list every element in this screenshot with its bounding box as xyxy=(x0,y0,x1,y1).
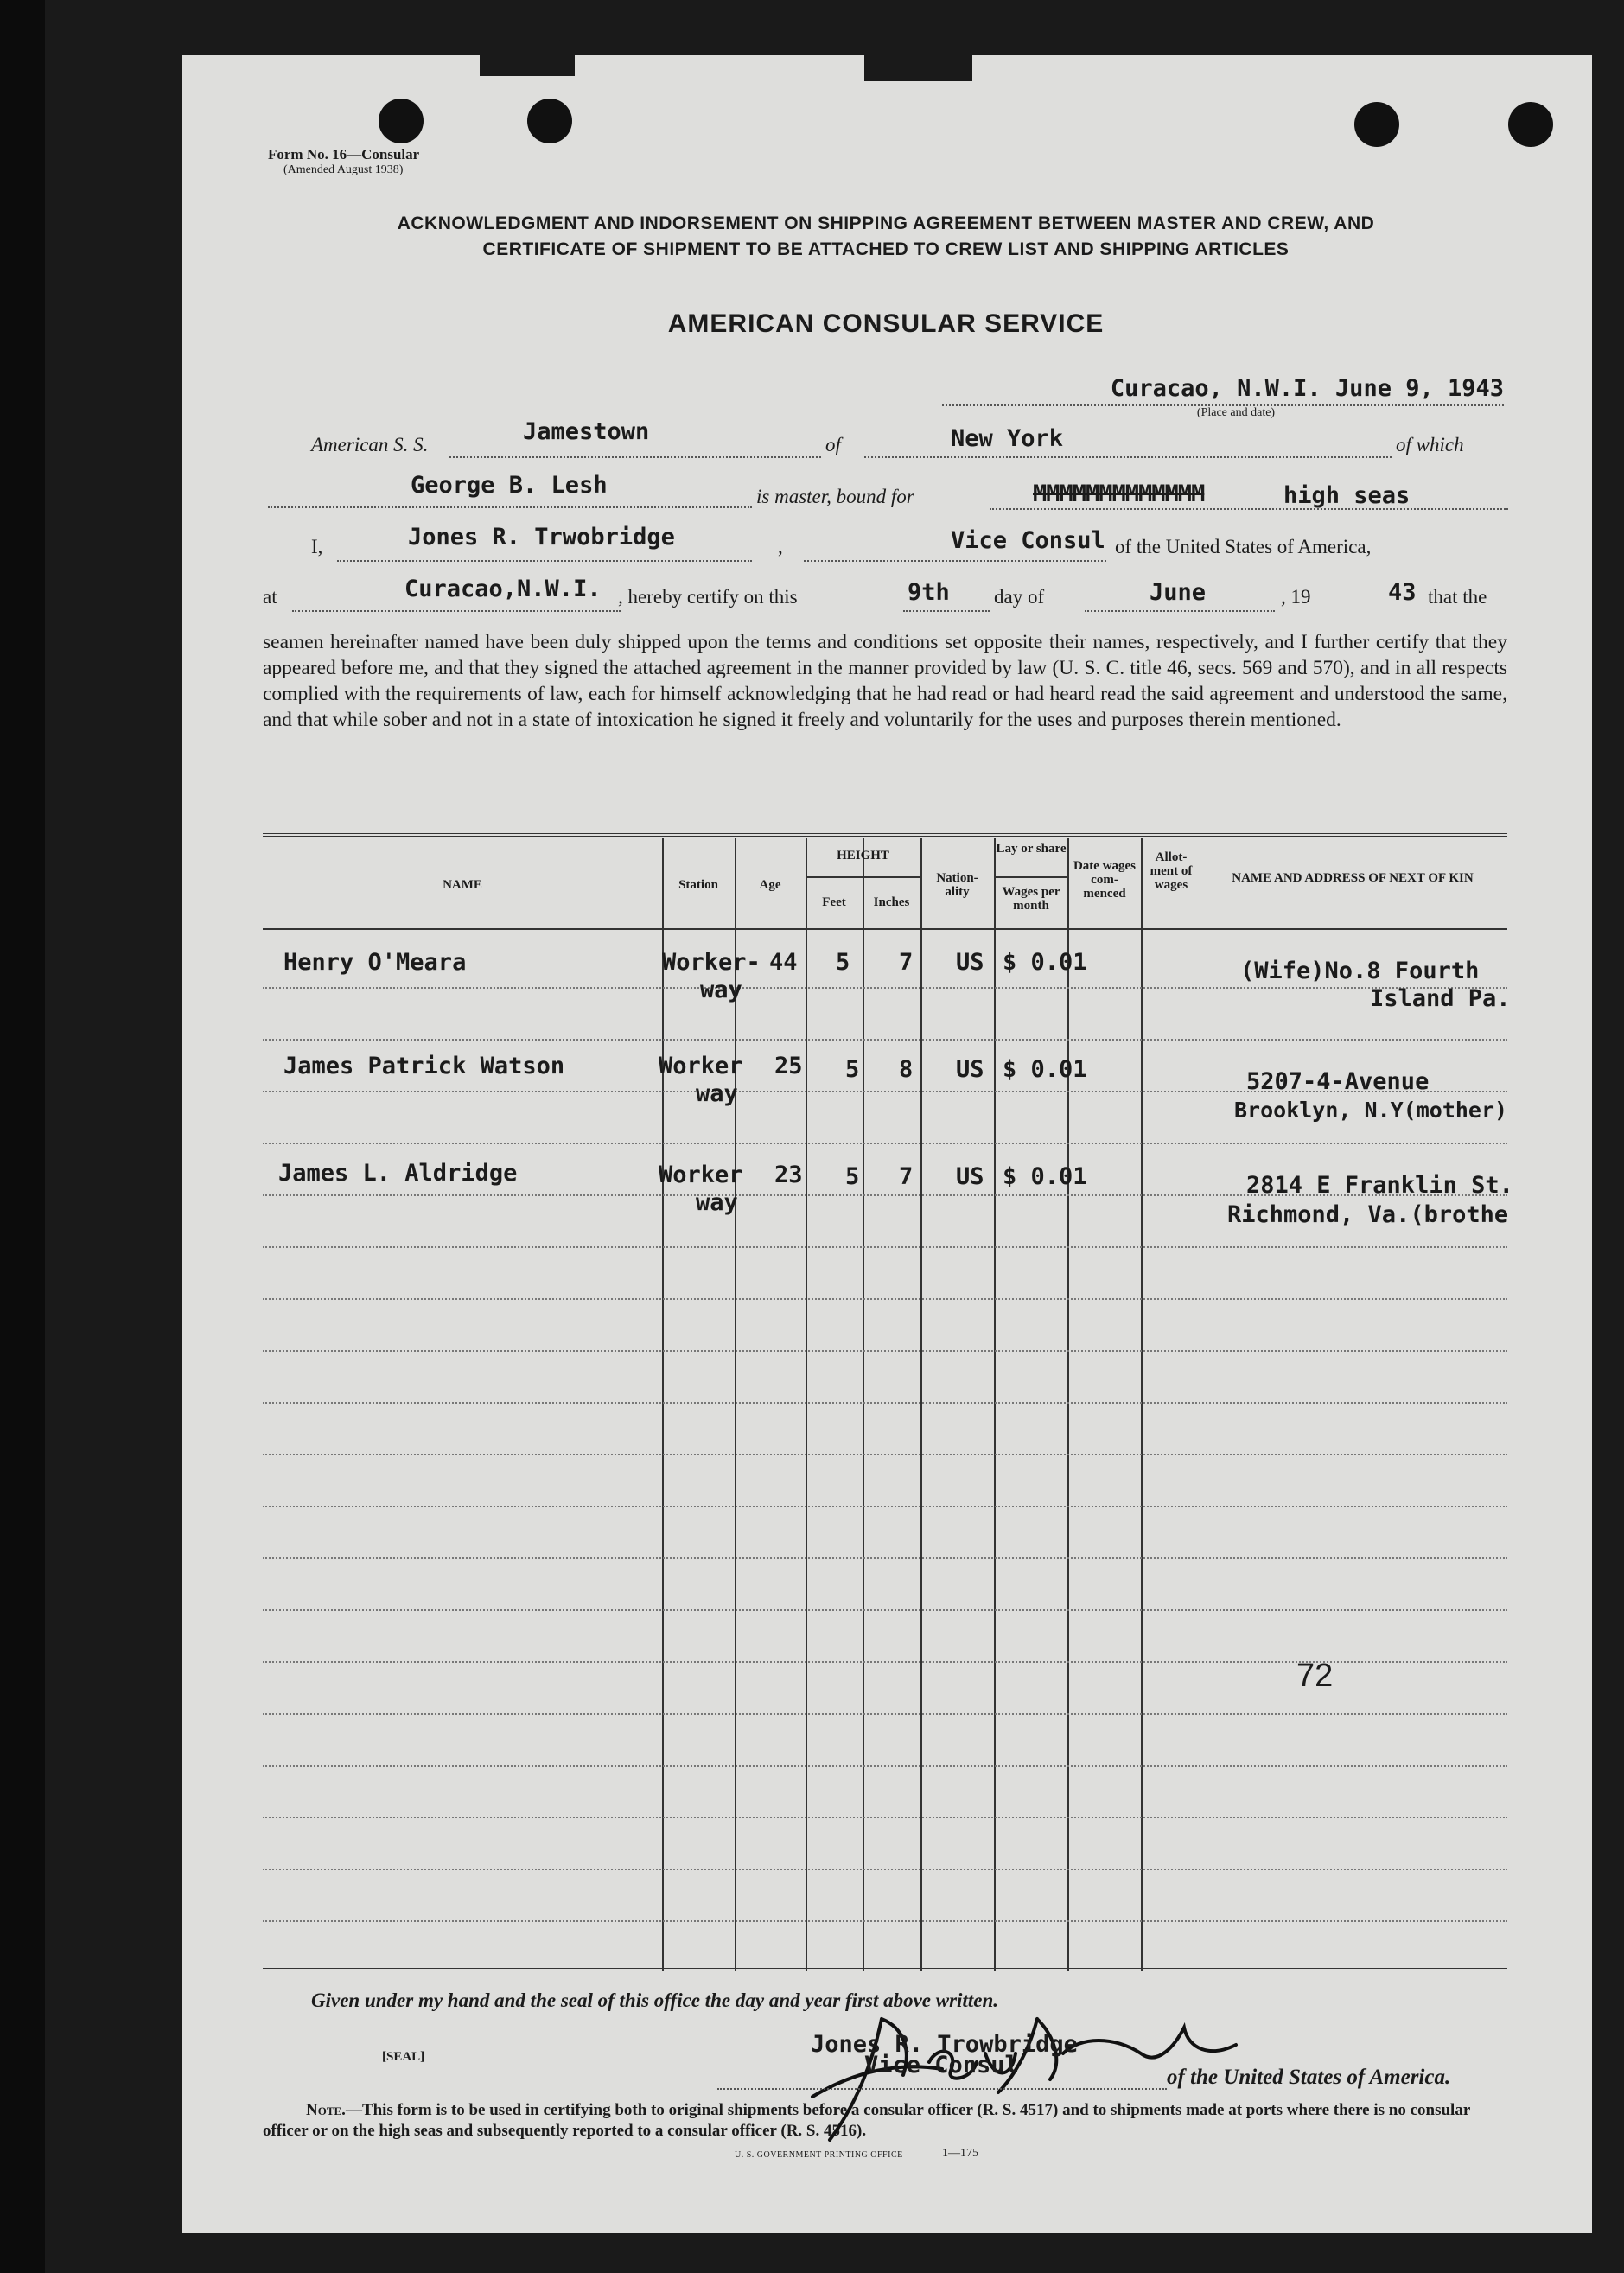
vessel-name-line xyxy=(449,456,821,458)
service-title: AMERICAN CONSULAR SERVICE xyxy=(667,309,1105,338)
row-rule xyxy=(263,1557,1507,1559)
signer-name: Jones R. Trowbridge xyxy=(811,2031,1078,2058)
bound-for-value: high seas xyxy=(1283,482,1411,509)
crew-kin-line1: (Wife)No.8 Fourth xyxy=(1240,958,1480,984)
table-header-rule xyxy=(263,928,1507,930)
place-date-value: Curacao, N.W.I. June 9, 1943 xyxy=(1110,375,1504,402)
header-name: NAME xyxy=(443,878,482,892)
height-subrule xyxy=(806,876,920,878)
row-rule xyxy=(263,1817,1507,1818)
signer-title: Vice Consul xyxy=(864,2052,1019,2079)
punch-hole xyxy=(379,99,424,143)
heading-line-2: CERTIFICATE OF SHIPMENT TO BE ATTACHED TO CREW LIST AND SHIPPING ARTICLES xyxy=(482,239,1290,259)
crew-kin-line2: Richmond, Va.(brothe xyxy=(1227,1201,1509,1228)
i-label: I, xyxy=(311,536,323,557)
column-divider xyxy=(863,838,864,1971)
crew-station-cont: way xyxy=(700,977,742,1003)
master-name: George B. Lesh xyxy=(411,472,608,499)
row-rule xyxy=(263,1143,1507,1144)
form-amended: (Amended August 1938) xyxy=(283,163,404,176)
crew-age: 44 xyxy=(769,949,798,976)
punch-hole xyxy=(527,99,572,143)
seal-label: [SEAL] xyxy=(382,2050,425,2064)
crew-feet: 5 xyxy=(845,1163,860,1190)
column-divider xyxy=(1141,838,1143,1971)
header-nationality: Nation-ality xyxy=(936,871,978,899)
row-rule xyxy=(263,1920,1507,1922)
officer-title-line xyxy=(804,560,1106,562)
bound-for-line xyxy=(990,508,1508,510)
officer-title: Vice Consul xyxy=(951,527,1105,554)
crew-inches: 8 xyxy=(899,1056,914,1083)
cert-year: 43 xyxy=(1388,579,1417,606)
header-feet: Feet xyxy=(822,895,846,909)
row-rule xyxy=(263,1713,1507,1715)
of-which-label: of which xyxy=(1396,434,1464,455)
crew-station-cont: way xyxy=(696,1189,738,1216)
printer-code: 1—175 xyxy=(942,2147,978,2160)
vessel-prefix: American S. S. xyxy=(311,434,429,455)
column-divider xyxy=(994,838,996,1971)
at-label: at xyxy=(263,586,277,608)
crew-wages: $ 0.01 xyxy=(1003,1163,1087,1190)
cert-day: 9th xyxy=(908,579,950,606)
signer-office: of the United States of America. xyxy=(1167,2066,1451,2089)
vessel-port-line xyxy=(864,456,1392,458)
printer-mark: U. S. GOVERNMENT PRINTING OFFICE xyxy=(735,2150,903,2160)
page-number: 72 xyxy=(1296,1658,1334,1694)
footer-note xyxy=(263,2100,1507,2142)
page-tear xyxy=(480,55,575,76)
document-heading xyxy=(259,211,1513,263)
of-us-label: of the United States of America, xyxy=(1115,536,1372,557)
row-rule xyxy=(263,1298,1507,1300)
row-rule xyxy=(263,1402,1507,1404)
vessel-of-label: of xyxy=(825,434,841,455)
crew-wages: $ 0.01 xyxy=(1003,1056,1087,1083)
crew-station-cont: way xyxy=(696,1080,738,1107)
crew-station: Worker- xyxy=(662,949,761,976)
crew-nationality: US xyxy=(956,1163,984,1190)
document-page xyxy=(182,55,1592,2233)
column-divider xyxy=(1067,838,1069,1971)
crew-name: James Patrick Watson xyxy=(283,1053,565,1079)
header-date-wages: Date wages com-menced xyxy=(1073,859,1137,901)
row-rule xyxy=(263,1765,1507,1767)
row-rule xyxy=(263,987,1507,989)
cert-day-line xyxy=(903,610,990,612)
crew-feet: 5 xyxy=(845,1056,860,1083)
officer-line xyxy=(337,560,752,562)
note-label: Note. xyxy=(306,2101,346,2119)
signature-line xyxy=(717,2088,1167,2090)
cert-place: Curacao,N.W.I. xyxy=(404,576,602,602)
place-date-label: (Place and date) xyxy=(1196,406,1276,419)
crew-age: 23 xyxy=(774,1162,803,1188)
column-divider xyxy=(920,838,922,1971)
row-rule xyxy=(263,1869,1507,1870)
form-number: Form No. 16—Consular (Amended August 1938) xyxy=(268,146,420,176)
row-rule xyxy=(263,1350,1507,1352)
crew-feet: 5 xyxy=(836,949,850,976)
row-rule xyxy=(263,1454,1507,1455)
column-divider xyxy=(662,838,664,1971)
header-allotment: Allot-ment of wages xyxy=(1150,850,1193,892)
crew-name: Henry O'Meara xyxy=(283,949,467,976)
crew-kin-line1: 5207-4-Avenue xyxy=(1246,1068,1430,1095)
header-next-of-kin: NAME AND ADDRESS OF NEXT OF KIN xyxy=(1232,871,1474,885)
header-age: Age xyxy=(759,878,781,892)
that-the-label: that the xyxy=(1428,586,1487,608)
row-rule xyxy=(263,1609,1507,1611)
header-inches: Inches xyxy=(873,895,910,909)
crew-inches: 7 xyxy=(899,949,914,976)
crew-inches: 7 xyxy=(899,1163,914,1190)
officer-name: Jones R. Trwobridge xyxy=(408,524,675,551)
year-prefix: , 19 xyxy=(1281,586,1311,608)
vessel-port: New York xyxy=(951,425,1064,452)
page-tear xyxy=(864,55,972,81)
comma: , xyxy=(778,536,783,557)
vessel-name: Jamestown xyxy=(523,418,650,445)
note-text: —This form is to be used in certifying both to original shipments before a consular officer (R. S. 4517) and to shipments made at ports where there is no consular officer or on the high seas and subsequently reported to a consular officer (R. S. 4516). xyxy=(263,2101,1470,2140)
cert-month-line xyxy=(1085,610,1275,612)
cert-month: June xyxy=(1150,579,1207,606)
crew-wages: $ 0.01 xyxy=(1003,949,1087,976)
crew-kin-line1: 2814 E Franklin St. xyxy=(1246,1172,1513,1199)
header-station: Station xyxy=(678,878,718,892)
given-statement: Given under my hand and the seal of this office the day and year first above written. xyxy=(311,1990,998,2011)
lay-subrule xyxy=(994,876,1067,878)
punch-hole xyxy=(1508,102,1553,147)
crew-station: Worker xyxy=(659,1053,743,1079)
header-height: HEIGHT xyxy=(837,849,889,863)
crew-nationality: US xyxy=(956,1056,984,1083)
column-divider xyxy=(735,838,736,1971)
crew-kin-line2: Island Pa. xyxy=(1370,985,1511,1012)
crew-kin-line2: Brooklyn, N.Y(mother) xyxy=(1234,1098,1508,1123)
day-of-label: day of xyxy=(994,586,1045,608)
row-rule xyxy=(263,1506,1507,1507)
row-rule xyxy=(263,1039,1507,1041)
master-label: is master, bound for xyxy=(756,486,914,507)
certify-label: , hereby certify on this xyxy=(618,586,798,608)
crew-name: James L. Aldridge xyxy=(278,1160,518,1187)
crew-nationality: US xyxy=(956,949,984,976)
header-wages: Wages per month xyxy=(1002,885,1060,913)
cert-place-line xyxy=(292,610,621,612)
crew-age: 25 xyxy=(774,1053,803,1079)
heading-line-1: ACKNOWLEDGMENT AND INDORSEMENT ON SHIPPING AGREEMENT BETWEEN MASTER AND CREW, AND xyxy=(397,213,1375,233)
row-rule xyxy=(263,1246,1507,1248)
column-divider xyxy=(806,838,807,1971)
certification-paragraph: seamen hereinafter named have been duly shipped upon the terms and conditions set opposite their names, respectively, and I further certify that they appeared before me, and that they signed the attached agreement in the manner provided by law (U. S. C. title 46, secs. 569 and 570), and in all respects complied with the requirements of law, each for himself acknowledging that he had read or had heard read the said agreement and understood the same, and that while sober and not in a state of intoxication he signed it freely and voluntarily for the uses and purposes therein mentioned. xyxy=(263,631,1507,731)
table-top-rule xyxy=(263,833,1507,837)
struck-destination: MMMMMMMMMMMMM xyxy=(1033,481,1205,507)
header-lay-share: Lay or share xyxy=(996,842,1067,856)
master-line xyxy=(268,506,752,508)
punch-hole xyxy=(1354,102,1399,147)
scan-border xyxy=(0,0,45,2273)
crew-station: Worker xyxy=(659,1162,743,1188)
